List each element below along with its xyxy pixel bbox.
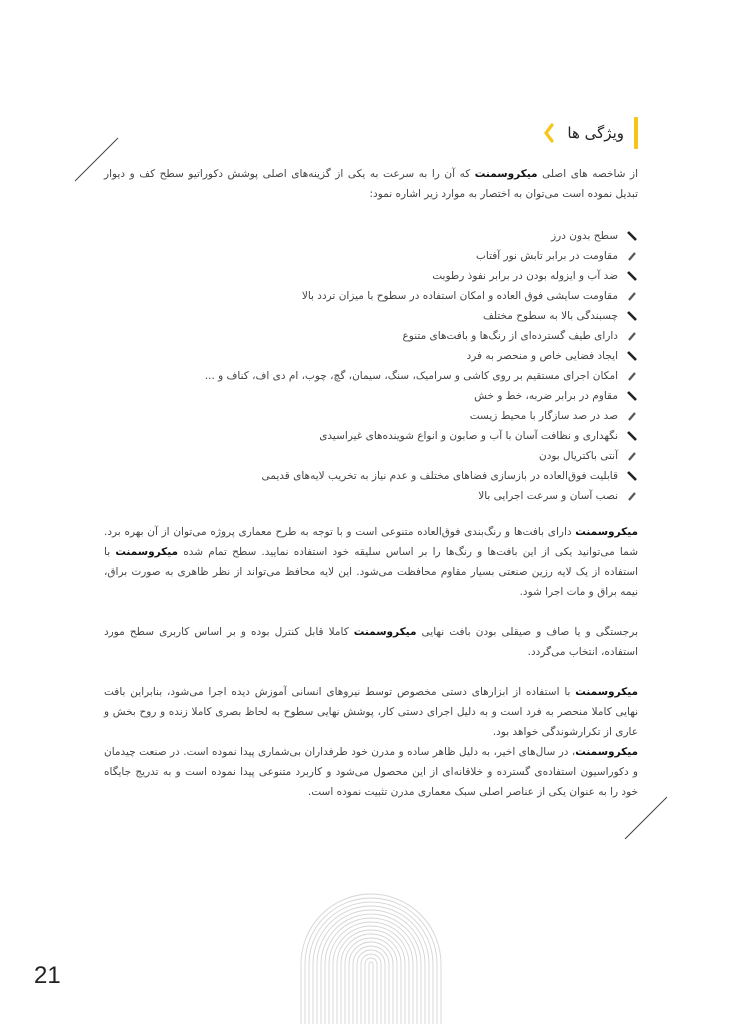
list-item: [205, 426, 638, 446]
backslash-bullet-icon: [626, 350, 638, 362]
list-item: [205, 266, 638, 286]
list-item: [205, 286, 638, 306]
paragraph-handmade: [104, 682, 638, 742]
backslash-bullet-icon: [626, 470, 638, 482]
slash-bullet-icon: [626, 490, 638, 502]
list-item: [205, 466, 638, 486]
decorative-diagonal-line: [622, 794, 670, 842]
features-list: [205, 226, 638, 506]
slash-bullet-icon: [626, 370, 638, 382]
paragraph-text: با استفاده از یک لایه رزین صنعتی بسیار مقاوم محافظت می‌شود. این لایه محافظ می‌تواند از نظر ظاهری به صورت براق، نیمه براق و مات اجرا شود.: [104, 546, 638, 598]
paragraph-textures: [104, 522, 638, 602]
intro-text: که آن را به سرعت به یکی از گزینه‌های اصلی پوشش دکوراتیو سطح کف و دیوار تبدیل نموده است می‌توان به اختصار به موارد زیر اشاره نمود:: [104, 168, 638, 200]
heading-accent-bar: [634, 117, 638, 149]
list-item: [205, 326, 638, 346]
brand-name: میکروسمنت: [115, 546, 179, 558]
feature-text: مقاوم در برابر ضربه، خط و خش: [474, 390, 618, 402]
feature-text: قابلیت فوق‌العاده در بازسازی فضاهای مختلف و عدم نیاز به تخریب لایه‌های قدیمی: [261, 470, 618, 482]
list-item: [205, 386, 638, 406]
feature-text: ایجاد فضایی خاص و منحصر به فرد: [466, 350, 618, 362]
brand-name: میکروسمنت: [575, 746, 638, 758]
paragraph-text: برجستگی و یا صاف و صیقلی بودن بافت نهایی: [416, 626, 638, 638]
paragraph-text: دارای بافت‌ها و رنگ‌بندی فوق‌العاده متنوعی است و با توجه به طرح معماری پروژه می‌توان از آن بهره برد. شما می‌توانید یکی از این بافت‌ها و رنگ‌ها را بر اساس سلیقه خود استفاده نمایید. سطح تمام شده: [104, 526, 638, 558]
slash-bullet-icon: [626, 290, 638, 302]
feature-text: مقاومت سایشی فوق العاده و امکان استفاده در سطوح با میزان تردد بالا: [301, 290, 618, 302]
feature-text: چسبندگی بالا به سطوح مختلف: [483, 310, 618, 322]
paragraph-text: ، در سال‌های اخیر، به دلیل ظاهر ساده و مدرن خود طرفداران بی‌شماری پیدا نموده است. در صنعت چیدمان و دکوراسیون استفاده‌ی گسترده و خلاقانه‌ای از این محصول می‌شود و کاربرد متنوعی پیدا نموده است و به تدریج جایگاه خود را به عنوان یکی از عناصر اصلی سبک معماری مدرن تثبیت نموده است.: [104, 746, 638, 798]
brand-name: میکروسمنت: [474, 168, 538, 180]
feature-text: نصب آسان و سرعت اجرایی بالا: [478, 490, 618, 502]
list-item: [205, 226, 638, 246]
slash-bullet-icon: [626, 410, 638, 422]
feature-text: سطح بدون درز: [551, 230, 618, 242]
intro-paragraph: [104, 164, 638, 204]
feature-text: مقاومت در برابر تابش نور آفتاب: [476, 250, 618, 262]
section-title: ویژگی ها: [567, 124, 624, 142]
list-item: [205, 406, 638, 426]
feature-text: امکان اجرای مستقیم بر روی کاشی و سرامیک، سنگ، سیمان، گچ، چوب، ام دی اف، کناف و ...: [204, 370, 618, 382]
list-item: [205, 306, 638, 326]
list-item: [205, 246, 638, 266]
feature-text: دارای طیف گسترده‌ای از رنگ‌ها و بافت‌های متنوع: [402, 330, 618, 342]
feature-text: ضد آب و ایزوله بودن در برابر نفوذ رطوبت: [432, 270, 618, 282]
page-number: 21: [34, 962, 61, 989]
paragraph-text: کاملا قابل کنترل بوده و بر اساس کاربری سطح مورد استفاده، انتخاب می‌گردد.: [104, 626, 638, 658]
backslash-bullet-icon: [626, 390, 638, 402]
intro-text: از شاخصه های اصلی: [537, 168, 638, 180]
slash-bullet-icon: [626, 250, 638, 262]
paragraph-popularity: [104, 742, 638, 802]
list-item: [205, 446, 638, 466]
brand-name: میکروسمنت: [353, 626, 417, 638]
chevron-left-icon: [541, 122, 557, 144]
list-item: [205, 486, 638, 506]
section-heading: [541, 116, 638, 150]
backslash-bullet-icon: [626, 230, 638, 242]
list-item: [205, 346, 638, 366]
backslash-bullet-icon: [626, 310, 638, 322]
paragraph-finish: [104, 622, 638, 662]
brand-name: میکروسمنت: [575, 526, 638, 538]
decorative-arch-graphic: [300, 893, 442, 1024]
feature-text: آنتی باکتریال بودن: [538, 450, 618, 462]
feature-text: نگهداری و نظافت آسان با آب و صابون و انواع شوینده‌های غیراسیدی: [319, 430, 618, 442]
feature-text: صد در صد سازگار با محیط زیست: [469, 410, 618, 422]
slash-bullet-icon: [626, 330, 638, 342]
brand-name: میکروسمنت: [575, 686, 638, 698]
backslash-bullet-icon: [626, 270, 638, 282]
slash-bullet-icon: [626, 450, 638, 462]
paragraph-text: با استفاده از ابزارهای دستی مخصوص توسط نیروهای انسانی آموزش دیده اجرا می‌شود، بنابراین بافت نهایی کاملا منحصر به فرد است و به دلیل اجرای دستی کار، پوشش نهایی سطوح به لحاظ بصری کاملا زنده و روح بخش و عاری از تکرارشوندگی خواهد بود.: [104, 686, 638, 738]
backslash-bullet-icon: [626, 430, 638, 442]
list-item: [205, 366, 638, 386]
